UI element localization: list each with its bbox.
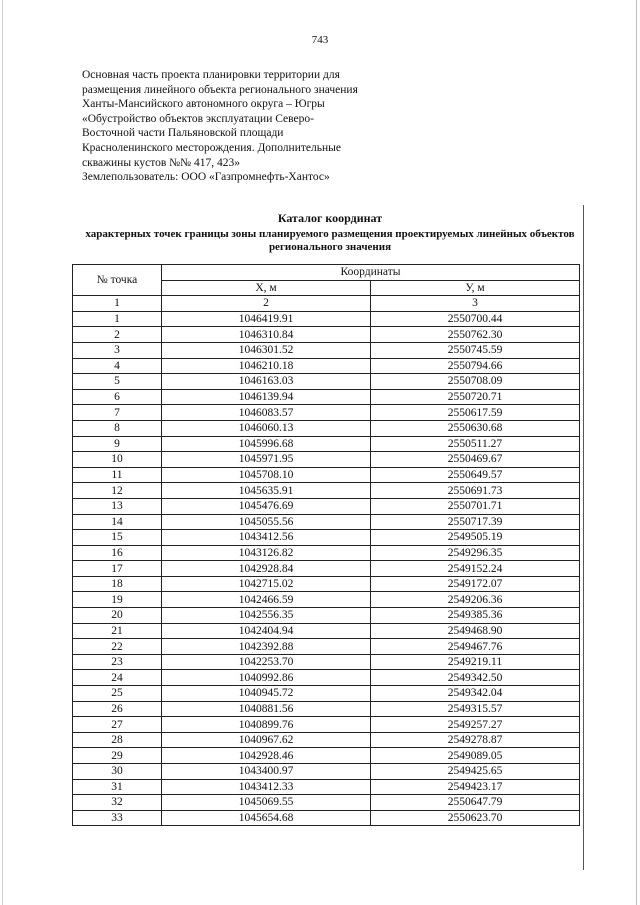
x-coordinate-cell: 1042392.88 bbox=[162, 639, 371, 655]
table-row bbox=[73, 498, 580, 514]
header-point: № точка bbox=[73, 265, 162, 296]
point-number-cell: 16 bbox=[73, 545, 162, 561]
table-row bbox=[73, 483, 580, 499]
header-line: скважины кустов №№ 417, 423» bbox=[82, 156, 240, 169]
table-row bbox=[73, 420, 580, 436]
point-number-cell: 4 bbox=[73, 358, 162, 374]
x-coordinate-cell: 1045069.55 bbox=[162, 795, 371, 811]
header-coordinates: Координаты bbox=[162, 265, 580, 281]
y-coordinate-cell: 2549278.87 bbox=[371, 732, 580, 748]
table-row bbox=[73, 592, 580, 608]
x-coordinate-cell: 1042928.84 bbox=[162, 561, 371, 577]
x-coordinate-cell: 1042253.70 bbox=[162, 654, 371, 670]
table-row bbox=[73, 358, 580, 374]
page-number: 743 bbox=[311, 34, 329, 46]
y-coordinate-cell: 2550720.71 bbox=[371, 389, 580, 405]
coordinates-table bbox=[72, 264, 580, 826]
x-coordinate-cell: 1045996.68 bbox=[162, 436, 371, 452]
column-number-row bbox=[73, 296, 580, 312]
x-coordinate-cell: 1040992.86 bbox=[162, 670, 371, 686]
table-row bbox=[73, 467, 580, 483]
point-number-cell: 9 bbox=[73, 436, 162, 452]
y-coordinate-cell: 2550701.71 bbox=[371, 498, 580, 514]
x-coordinate-cell: 1040967.62 bbox=[162, 732, 371, 748]
header-y: У, м bbox=[371, 280, 580, 296]
table-row bbox=[73, 717, 580, 733]
table-row bbox=[73, 701, 580, 717]
y-coordinate-cell: 2550647.79 bbox=[371, 795, 580, 811]
point-number-cell: 26 bbox=[73, 701, 162, 717]
header-x: Х, м bbox=[162, 280, 371, 296]
catalog-subtitle-line: характерных точек границы зоны планируемого размещения проектируемых линейных объектов bbox=[85, 228, 575, 240]
point-number-cell: 1 bbox=[73, 311, 162, 327]
point-number-cell: 14 bbox=[73, 514, 162, 530]
catalog-subtitle bbox=[40, 228, 620, 254]
table-row bbox=[73, 748, 580, 764]
x-coordinate-cell: 1046301.52 bbox=[162, 342, 371, 358]
x-coordinate-cell: 1042466.59 bbox=[162, 592, 371, 608]
x-coordinate-cell: 1046083.57 bbox=[162, 405, 371, 421]
y-coordinate-cell: 2550691.73 bbox=[371, 483, 580, 499]
table-row bbox=[73, 623, 580, 639]
x-coordinate-cell: 1042715.02 bbox=[162, 576, 371, 592]
y-coordinate-cell: 2550630.68 bbox=[371, 420, 580, 436]
point-number-cell: 25 bbox=[73, 686, 162, 702]
y-coordinate-cell: 2550649.57 bbox=[371, 467, 580, 483]
y-coordinate-cell: 2549296.35 bbox=[371, 545, 580, 561]
y-coordinate-cell: 2549315.57 bbox=[371, 701, 580, 717]
x-coordinate-cell: 1045055.56 bbox=[162, 514, 371, 530]
point-number-cell: 3 bbox=[73, 342, 162, 358]
table-row bbox=[73, 654, 580, 670]
x-coordinate-cell: 1040945.72 bbox=[162, 686, 371, 702]
y-coordinate-cell: 2550700.44 bbox=[371, 311, 580, 327]
point-number-cell: 29 bbox=[73, 748, 162, 764]
y-coordinate-cell: 2549257.27 bbox=[371, 717, 580, 733]
point-number-cell: 22 bbox=[73, 639, 162, 655]
x-coordinate-cell: 1045476.69 bbox=[162, 498, 371, 514]
column-number: 1 bbox=[73, 296, 162, 312]
point-number-cell: 30 bbox=[73, 764, 162, 780]
table-row bbox=[73, 530, 580, 546]
point-number-cell: 10 bbox=[73, 452, 162, 468]
x-coordinate-cell: 1046060.13 bbox=[162, 420, 371, 436]
y-coordinate-cell: 2549385.36 bbox=[371, 608, 580, 624]
y-coordinate-cell: 2549467.76 bbox=[371, 639, 580, 655]
catalog-title: Каталог координат bbox=[277, 211, 383, 225]
point-number-cell: 20 bbox=[73, 608, 162, 624]
x-coordinate-cell: 1045971.95 bbox=[162, 452, 371, 468]
y-coordinate-cell: 2549206.36 bbox=[371, 592, 580, 608]
y-coordinate-cell: 2550623.70 bbox=[371, 810, 580, 826]
table-row bbox=[73, 779, 580, 795]
header-line: Землепользователь: ООО «Газпромнефть-Хантос» bbox=[82, 171, 330, 184]
table-row bbox=[73, 327, 580, 343]
y-coordinate-cell: 2549219.11 bbox=[371, 654, 580, 670]
table-row bbox=[73, 514, 580, 530]
header-line: Ханты-Мансийского автономного округа – Югры bbox=[82, 98, 325, 111]
x-coordinate-cell: 1042928.46 bbox=[162, 748, 371, 764]
table-row bbox=[73, 405, 580, 421]
scan-edge-right bbox=[636, 0, 637, 905]
y-coordinate-cell: 2550617.59 bbox=[371, 405, 580, 421]
document-header bbox=[82, 68, 382, 185]
point-number-cell: 2 bbox=[73, 327, 162, 343]
table-row bbox=[73, 795, 580, 811]
point-number-cell: 6 bbox=[73, 389, 162, 405]
x-coordinate-cell: 1045654.68 bbox=[162, 810, 371, 826]
y-coordinate-cell: 2549152.24 bbox=[371, 561, 580, 577]
table-row bbox=[73, 686, 580, 702]
column-number: 3 bbox=[371, 296, 580, 312]
x-coordinate-cell: 1043412.56 bbox=[162, 530, 371, 546]
table-row bbox=[73, 670, 580, 686]
y-coordinate-cell: 2549423.17 bbox=[371, 779, 580, 795]
header-line: Основная часть проекта планировки территории для bbox=[82, 69, 340, 81]
y-coordinate-cell: 2549342.50 bbox=[371, 670, 580, 686]
point-number-cell: 19 bbox=[73, 592, 162, 608]
table-row bbox=[73, 545, 580, 561]
header-line: «Обустройство объектов эксплуатации Северо- bbox=[82, 112, 314, 125]
point-number-cell: 28 bbox=[73, 732, 162, 748]
point-number-cell: 5 bbox=[73, 374, 162, 390]
x-coordinate-cell: 1046210.18 bbox=[162, 358, 371, 374]
table-row bbox=[73, 561, 580, 577]
x-coordinate-cell: 1040881.56 bbox=[162, 701, 371, 717]
point-number-cell: 32 bbox=[73, 795, 162, 811]
point-number-cell: 33 bbox=[73, 810, 162, 826]
y-coordinate-cell: 2550717.39 bbox=[371, 514, 580, 530]
catalog-subtitle-line: регионального значения bbox=[268, 241, 392, 253]
y-coordinate-cell: 2550708.09 bbox=[371, 374, 580, 390]
table-row bbox=[73, 639, 580, 655]
point-number-cell: 21 bbox=[73, 623, 162, 639]
y-coordinate-cell: 2549089.05 bbox=[371, 748, 580, 764]
table-row bbox=[73, 311, 580, 327]
table-row bbox=[73, 452, 580, 468]
scan-margin-line bbox=[583, 205, 584, 870]
x-coordinate-cell: 1046163.03 bbox=[162, 374, 371, 390]
point-number-cell: 17 bbox=[73, 561, 162, 577]
table-row bbox=[73, 810, 580, 826]
y-coordinate-cell: 2549468.90 bbox=[371, 623, 580, 639]
y-coordinate-cell: 2550745.59 bbox=[371, 342, 580, 358]
table-header-row bbox=[73, 265, 580, 281]
y-coordinate-cell: 2550794.66 bbox=[371, 358, 580, 374]
point-number-cell: 18 bbox=[73, 576, 162, 592]
point-number-cell: 24 bbox=[73, 670, 162, 686]
point-number-cell: 11 bbox=[73, 467, 162, 483]
x-coordinate-cell: 1043126.82 bbox=[162, 545, 371, 561]
point-number-cell: 31 bbox=[73, 779, 162, 795]
table-row bbox=[73, 608, 580, 624]
point-number-cell: 27 bbox=[73, 717, 162, 733]
header-line: размещения линейного объекта регионального значения bbox=[82, 83, 358, 96]
y-coordinate-cell: 2549425.65 bbox=[371, 764, 580, 780]
point-number-cell: 23 bbox=[73, 654, 162, 670]
point-number-cell: 13 bbox=[73, 498, 162, 514]
x-coordinate-cell: 1043412.33 bbox=[162, 779, 371, 795]
point-number-cell: 12 bbox=[73, 483, 162, 499]
y-coordinate-cell: 2550511.27 bbox=[371, 436, 580, 452]
header-line: Красноленинского месторождения. Дополнительные bbox=[82, 141, 341, 154]
y-coordinate-cell: 2550469.67 bbox=[371, 452, 580, 468]
y-coordinate-cell: 2549172.07 bbox=[371, 576, 580, 592]
table-row bbox=[73, 389, 580, 405]
header-line: Восточной части Пальяновской площади bbox=[82, 127, 284, 140]
scan-edge-left bbox=[2, 0, 3, 905]
x-coordinate-cell: 1042404.94 bbox=[162, 623, 371, 639]
y-coordinate-cell: 2549505.19 bbox=[371, 530, 580, 546]
point-number-cell: 8 bbox=[73, 420, 162, 436]
x-coordinate-cell: 1045635.91 bbox=[162, 483, 371, 499]
point-number-cell: 15 bbox=[73, 530, 162, 546]
table-row bbox=[73, 576, 580, 592]
point-number-cell: 7 bbox=[73, 405, 162, 421]
x-coordinate-cell: 1046139.94 bbox=[162, 389, 371, 405]
x-coordinate-cell: 1042556.35 bbox=[162, 608, 371, 624]
table-row bbox=[73, 732, 580, 748]
x-coordinate-cell: 1040899.76 bbox=[162, 717, 371, 733]
column-number: 2 bbox=[162, 296, 371, 312]
x-coordinate-cell: 1046419.91 bbox=[162, 311, 371, 327]
table-row bbox=[73, 436, 580, 452]
table-row bbox=[73, 342, 580, 358]
table-row bbox=[73, 764, 580, 780]
x-coordinate-cell: 1045708.10 bbox=[162, 467, 371, 483]
x-coordinate-cell: 1046310.84 bbox=[162, 327, 371, 343]
y-coordinate-cell: 2549342.04 bbox=[371, 686, 580, 702]
y-coordinate-cell: 2550762.30 bbox=[371, 327, 580, 343]
x-coordinate-cell: 1043400.97 bbox=[162, 764, 371, 780]
table-row bbox=[73, 374, 580, 390]
